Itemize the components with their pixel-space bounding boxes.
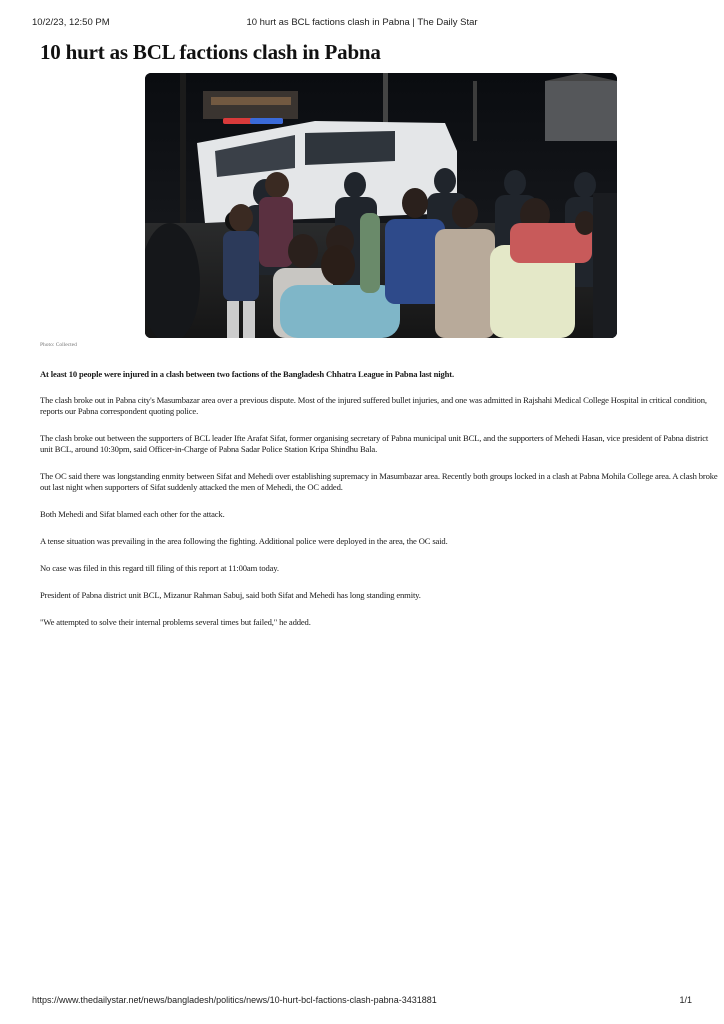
print-footer bbox=[32, 995, 692, 1007]
page-url: https://www.thedailystar.net/news/bangladesh/politics/news/10-hurt-bcl-factions-clash-pabna-3431881 bbox=[32, 995, 437, 1005]
article-paragraph: President of Pabna district unit BCL, Mizanur Rahman Sabuj, said both Sifat and Mehedi has long standing enmity. bbox=[40, 590, 421, 600]
article-body bbox=[40, 369, 720, 644]
photo-credit: Photo: Collected bbox=[40, 342, 77, 348]
article-lead: At least 10 people were injured in a clash between two factions of the Bangladesh Chhatra League in Pabna last night. bbox=[40, 369, 454, 379]
article-paragraph: The OC said there was longstanding enmity between Sifat and Mehedi over establishing supremacy in Masumbazar area. Recently both groups locked in a clash at Pabna Mohila College area. A clash broke out last night when supporters of Sifat suddenly attacked the men of Mehedi, the OC added. bbox=[40, 471, 718, 492]
article-paragraph: The clash broke out in Pabna city's Masumbazar area over a previous dispute. Most of the injured suffered bullet injuries, and one was admitted in Rajshahi Medical College Hospital in critical condition, reports our Pabna correspondent quoting police. bbox=[40, 395, 707, 416]
article-paragraph: No case was filed in this regard till filing of this report at 11:00am today. bbox=[40, 563, 279, 573]
page-number: 1/1 bbox=[679, 995, 692, 1005]
crowd-photo-illustration bbox=[145, 73, 617, 338]
article-photo bbox=[145, 73, 617, 338]
article-paragraph: "We attempted to solve their internal problems several times but failed," he added. bbox=[40, 617, 311, 627]
article-paragraph: A tense situation was prevailing in the area following the fighting. Additional police were deployed in the area, the OC said. bbox=[40, 536, 448, 546]
print-datetime: 10/2/23, 12:50 PM bbox=[32, 17, 110, 28]
print-document-title: 10 hurt as BCL factions clash in Pabna | The Daily Star bbox=[246, 17, 478, 28]
article-paragraph: Both Mehedi and Sifat blamed each other for the attack. bbox=[40, 509, 225, 519]
article-headline: 10 hurt as BCL factions clash in Pabna bbox=[40, 40, 381, 64]
print-header bbox=[32, 17, 692, 29]
article-paragraph: The clash broke out between the supporters of BCL leader Ifte Arafat Sifat, former organising secretary of Pabna municipal unit BCL, and the supporters of Mehedi Hasan, vice president of Pabna district unit BCL, around 10:30pm, said Officer-in-Charge of Pabna Sadar Police Station Kripa Shindhu Bala. bbox=[40, 433, 709, 454]
